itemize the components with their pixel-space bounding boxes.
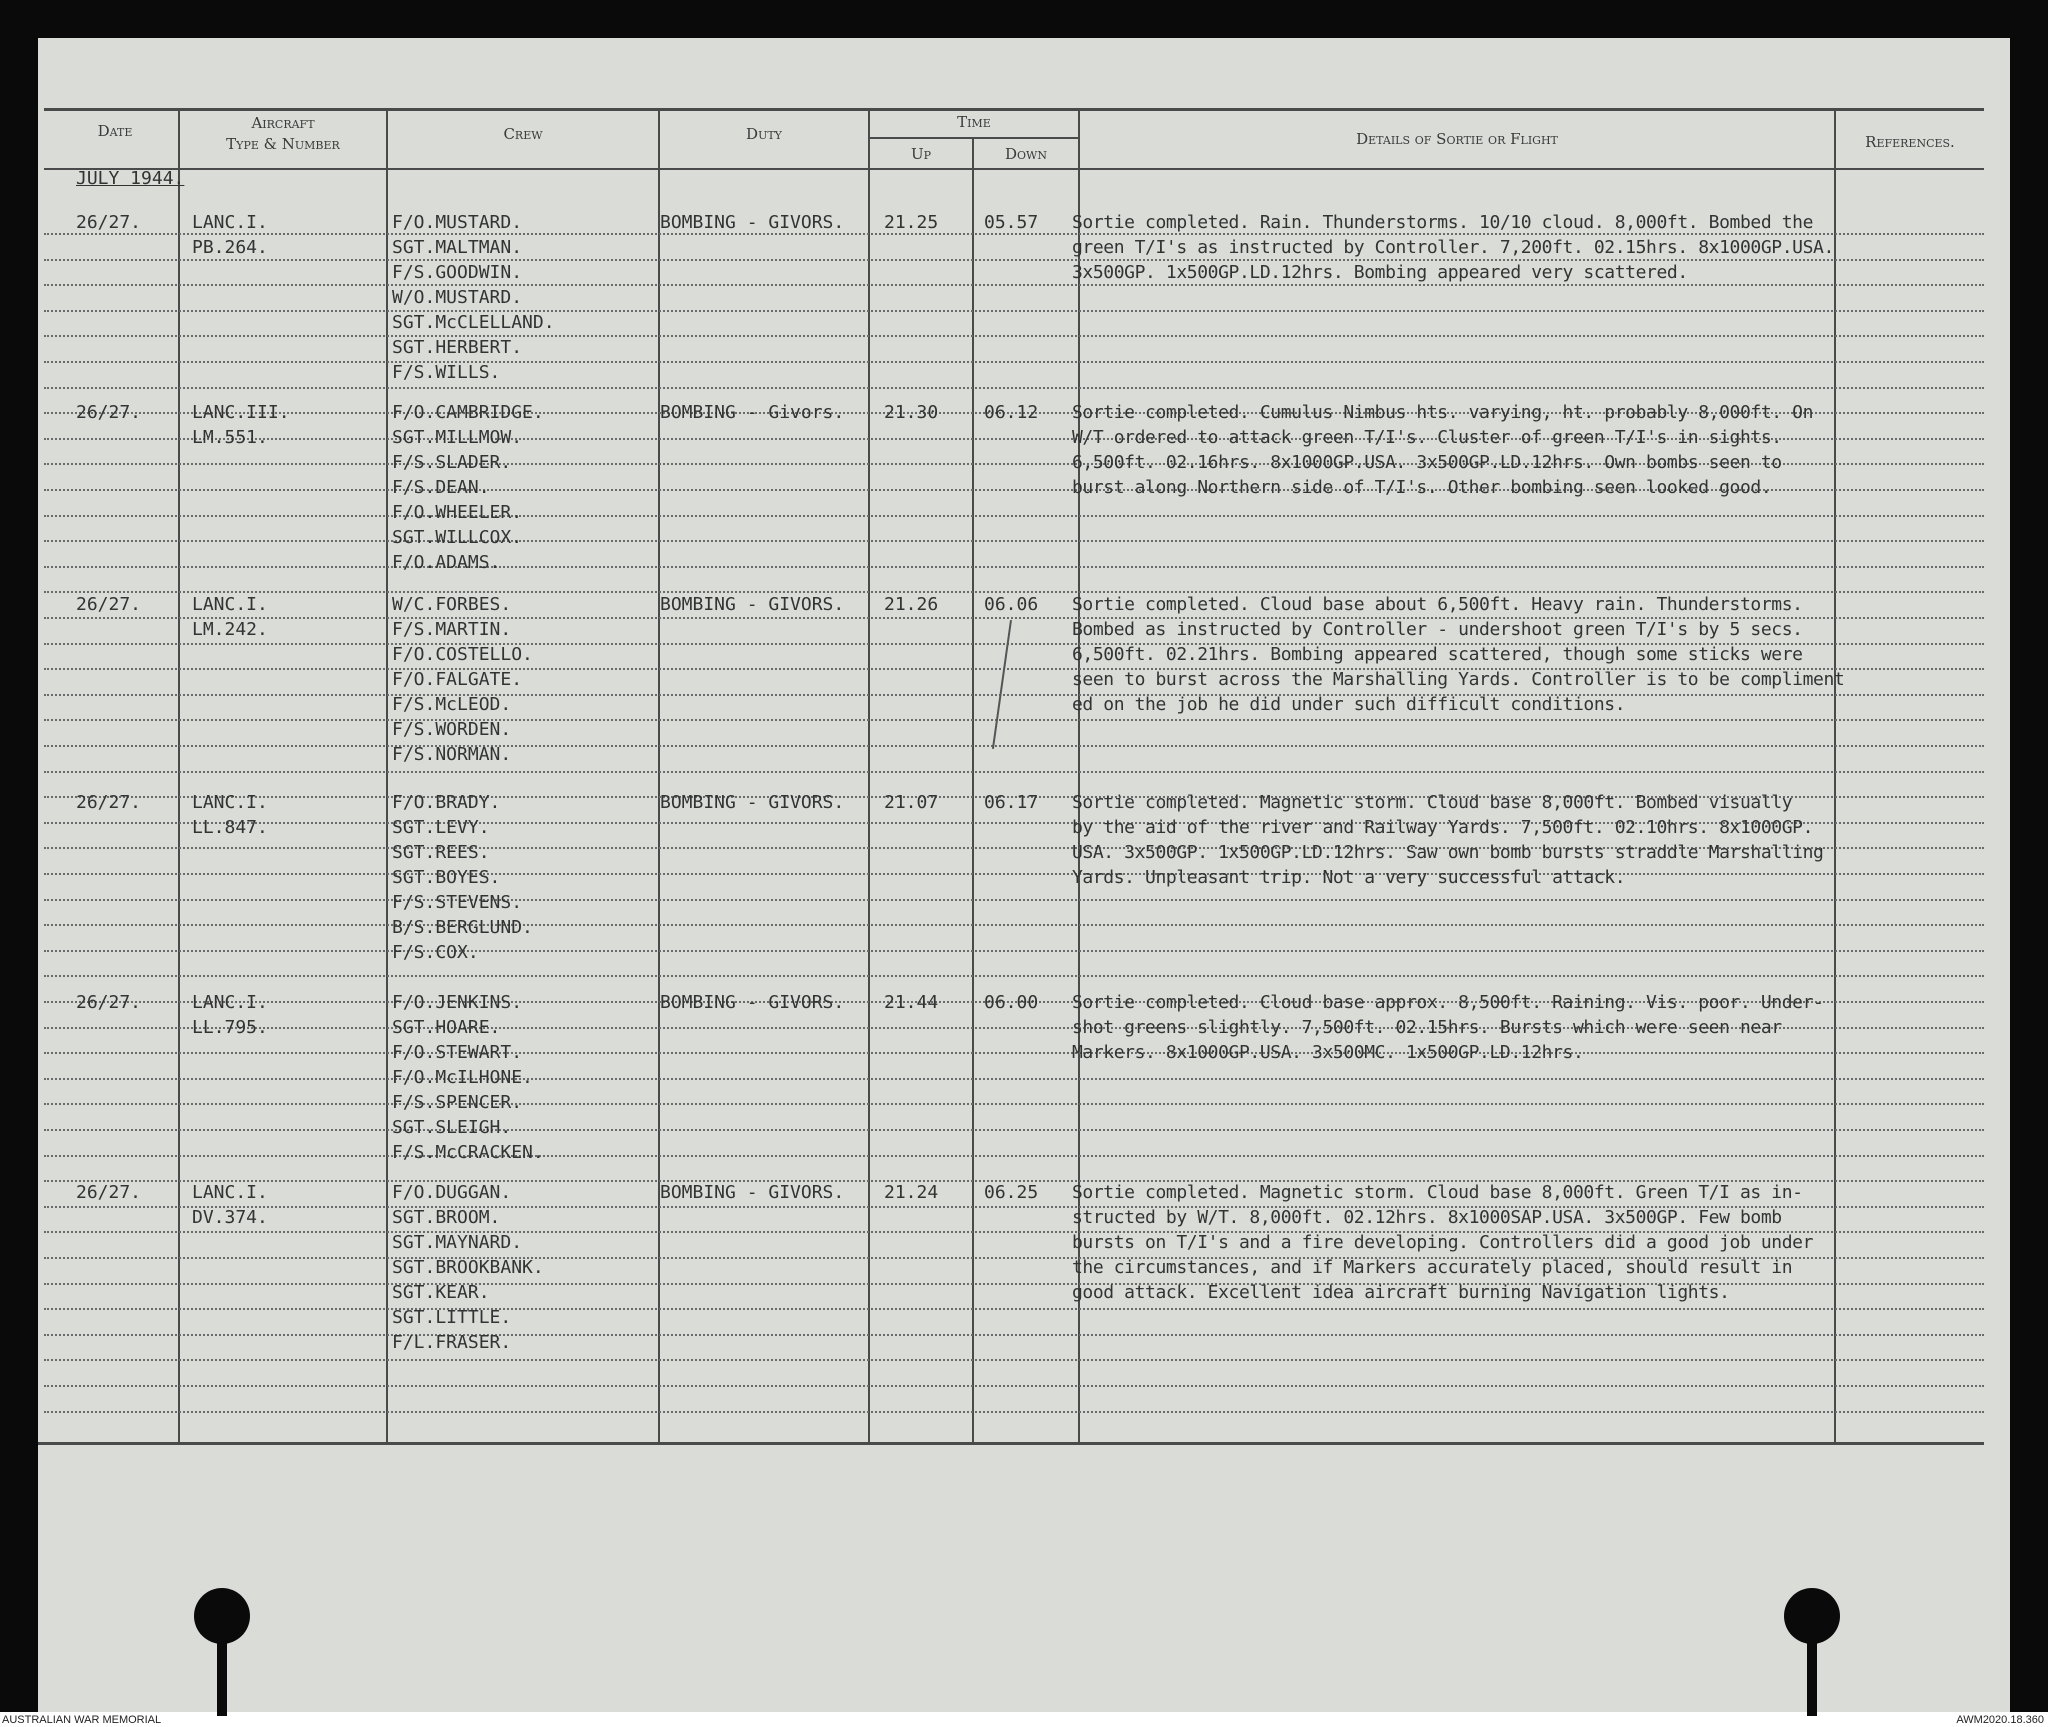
record-sheet bbox=[38, 38, 2010, 1712]
ruled-line bbox=[44, 924, 1984, 926]
sortie-details-line: W/T ordered to attack green T/I's. Cluster of green T/I's in sights. bbox=[1072, 427, 1782, 448]
ruled-line bbox=[44, 310, 1984, 312]
aircraft-line: LL.847. bbox=[192, 817, 268, 838]
crew-member: SGT.BROOKBANK. bbox=[392, 1257, 544, 1278]
sortie-details-line: Sortie completed. Cumulus Nimbus hts. varying, ht. probably 8,000ft. On bbox=[1072, 402, 1814, 423]
sortie-date: 26/27. bbox=[76, 212, 142, 233]
sortie-details-line: Sortie completed. Rain. Thunderstorms. 10/10 cloud. 8,000ft. Bombed the bbox=[1072, 212, 1814, 233]
crew-member: F/S.WORDEN. bbox=[392, 719, 512, 740]
crew-member: F/S.NORMAN. bbox=[392, 744, 512, 765]
ruled-line bbox=[44, 771, 1984, 773]
time-down: 06.06 bbox=[984, 594, 1039, 615]
sortie-details-line: USA. 3x500GP. 1x500GP.LD.12hrs. Saw own bomb bursts straddle Marshalling bbox=[1072, 842, 1824, 863]
time-down: 06.17 bbox=[984, 792, 1039, 813]
time-down: 06.25 bbox=[984, 1182, 1039, 1203]
col-divider-up bbox=[972, 138, 974, 1443]
ruled-line bbox=[44, 950, 1984, 952]
ruled-line bbox=[44, 1155, 1984, 1157]
time-up: 21.30 bbox=[884, 402, 939, 423]
header-date: Date bbox=[97, 122, 133, 140]
crew-member: F/S.SLADER. bbox=[392, 452, 512, 473]
ruled-line bbox=[44, 284, 1984, 286]
sortie-details-line: Markers. 8x1000GP.USA. 3x500MC. 1x500GP.LD.12hrs. bbox=[1072, 1042, 1584, 1063]
ruled-line bbox=[44, 1103, 1984, 1105]
ruled-line bbox=[44, 899, 1984, 901]
sortie-duty: BOMBING - GIVORS. bbox=[660, 992, 845, 1013]
ruled-line bbox=[44, 975, 1984, 977]
sortie-details-line: Sortie completed. Cloud base about 6,500ft. Heavy rain. Thunderstorms. bbox=[1072, 594, 1803, 615]
header-bottom-rule bbox=[44, 168, 1984, 170]
time-split-rule bbox=[870, 137, 1080, 139]
ruled-line bbox=[44, 1308, 1984, 1310]
sortie-duty: BOMBING - GIVORS. bbox=[660, 594, 845, 615]
ruled-line bbox=[44, 540, 1984, 542]
time-down: 06.00 bbox=[984, 992, 1039, 1013]
sortie-details-line: ed on the job he did under such difficult conditions. bbox=[1072, 694, 1626, 715]
sortie-details-line: Sortie completed. Magnetic storm. Cloud base 8,000ft. Green T/I as in- bbox=[1072, 1182, 1803, 1203]
ruled-line bbox=[44, 335, 1984, 337]
time-up: 21.07 bbox=[884, 792, 939, 813]
sortie-details-line: 6,500ft. 02.16hrs. 8x1000GP.USA. 3x500GP.LD.12hrs. Own bombs seen to bbox=[1072, 452, 1782, 473]
sortie-date: 26/27. bbox=[76, 792, 142, 813]
header-references: References. bbox=[1865, 133, 1955, 151]
time-up: 21.24 bbox=[884, 1182, 939, 1203]
sortie-date: 26/27. bbox=[76, 402, 142, 423]
sortie-details-line: green T/I's as instructed by Controller. 7,200ft. 02.15hrs. 8x1000GP.USA. bbox=[1072, 237, 1834, 258]
punch-hole-left-slot bbox=[217, 1630, 227, 1716]
header-aircraft-line2: Type & Number bbox=[226, 135, 340, 153]
crew-member: F/S.SPENCER. bbox=[392, 1092, 523, 1113]
sortie-duty: BOMBING - Givors. bbox=[660, 402, 845, 423]
header-crew: Crew bbox=[503, 125, 543, 143]
ruled-line bbox=[44, 694, 1984, 696]
sortie-details-line: the circumstances, and if Markers accurately placed, should result in bbox=[1072, 1257, 1793, 1278]
ruled-line bbox=[44, 566, 1984, 568]
crew-member: F/O.WHEELER. bbox=[392, 502, 523, 523]
aircraft-line: LANC.III. bbox=[192, 402, 290, 423]
sortie-details-line: by the aid of the river and Railway Yards. 7,500ft. 02.10hrs. 8x1000GP. bbox=[1072, 817, 1814, 838]
aircraft-line: LM.551. bbox=[192, 427, 268, 448]
crew-member: SGT.REES. bbox=[392, 842, 490, 863]
crew-member: F/O.STEWART. bbox=[392, 1042, 523, 1063]
time-up: 21.25 bbox=[884, 212, 939, 233]
crew-member: SGT.LITTLE. bbox=[392, 1307, 512, 1328]
crew-member: SGT.MAYNARD. bbox=[392, 1232, 523, 1253]
crew-member: F/O.COSTELLO. bbox=[392, 644, 533, 665]
crew-member: F/S.MARTIN. bbox=[392, 619, 512, 640]
aircraft-line: LANC.I. bbox=[192, 992, 268, 1013]
ruled-line bbox=[44, 745, 1984, 747]
crew-member: SGT.WILLCOX. bbox=[392, 527, 523, 548]
crew-member: F/S.McCRACKEN. bbox=[392, 1142, 544, 1163]
sortie-details-line: Bombed as instructed by Controller - undershoot green T/I's by 5 secs. bbox=[1072, 619, 1803, 640]
sortie-date: 26/27. bbox=[76, 594, 142, 615]
sortie-details-line: Sortie completed. Cloud base approx. 8,500ft. Raining. Vis. poor. Under- bbox=[1072, 992, 1824, 1013]
ruled-line bbox=[44, 1385, 1984, 1387]
sortie-details-line: 6,500ft. 02.21hrs. Bombing appeared scattered, though some sticks were bbox=[1072, 644, 1803, 665]
crew-member: F/O.DUGGAN. bbox=[392, 1182, 512, 1203]
time-down: 06.12 bbox=[984, 402, 1039, 423]
aircraft-line: LM.242. bbox=[192, 619, 268, 640]
header-top-rule bbox=[44, 108, 1984, 111]
aircraft-line: LANC.I. bbox=[192, 212, 268, 233]
crew-member: W/C.FORBES. bbox=[392, 594, 512, 615]
header-aircraft-line1: Aircraft bbox=[251, 114, 315, 132]
crew-member: SGT.KEAR. bbox=[392, 1282, 490, 1303]
header-details: Details of Sortie or Flight bbox=[1356, 130, 1558, 148]
header-time: Time bbox=[957, 113, 991, 131]
crew-member: SGT.SLEIGH. bbox=[392, 1117, 512, 1138]
header-duty: Duty bbox=[746, 125, 782, 143]
crew-member: F/S.McLEOD. bbox=[392, 694, 512, 715]
ruled-line bbox=[44, 719, 1984, 721]
sortie-details-line: seen to burst across the Marshalling Yards. Controller is to be compliment bbox=[1072, 669, 1845, 690]
month-label: JULY 1944. bbox=[76, 168, 185, 189]
ruled-line bbox=[44, 515, 1984, 517]
crew-member: SGT.HOARE. bbox=[392, 1017, 501, 1038]
crew-member: F/O.BRADY. bbox=[392, 792, 501, 813]
footer-reference-number: AWM2020.18.360 bbox=[1956, 1714, 2044, 1726]
sortie-details-line: shot greens slightly. 7,500ft. 02.15hrs. Bursts which were seen near bbox=[1072, 1017, 1782, 1038]
time-up: 21.44 bbox=[884, 992, 939, 1013]
table-bottom-rule bbox=[38, 1442, 1984, 1445]
crew-member: SGT.McCLELLAND. bbox=[392, 312, 555, 333]
crew-member: SGT.HERBERT. bbox=[392, 337, 523, 358]
sortie-details-line: bursts on T/I's and a fire developing. Controllers did a good job under bbox=[1072, 1232, 1814, 1253]
crew-member: SGT.BROOM. bbox=[392, 1207, 501, 1228]
header-down: Down bbox=[1005, 145, 1047, 163]
crew-member: F/S.GOODWIN. bbox=[392, 262, 523, 283]
ruled-line bbox=[44, 1411, 1984, 1413]
time-down: 05.57 bbox=[984, 212, 1039, 233]
crew-member: SGT.MALTMAN. bbox=[392, 237, 523, 258]
crew-member: F/O.FALGATE. bbox=[392, 669, 523, 690]
aircraft-line: LL.795. bbox=[192, 1017, 268, 1038]
aircraft-line: LANC.I. bbox=[192, 594, 268, 615]
sortie-details-line: 3x500GP. 1x500GP.LD.12hrs. Bombing appeared very scattered. bbox=[1072, 262, 1688, 283]
ruled-line bbox=[44, 1359, 1984, 1361]
sortie-duty: BOMBING - GIVORS. bbox=[660, 1182, 845, 1203]
crew-member: F/O.McILHONE. bbox=[392, 1067, 533, 1088]
crew-member: F/O.JENKINS. bbox=[392, 992, 523, 1013]
crew-member: F/O.ADAMS. bbox=[392, 552, 501, 573]
aircraft-line: LANC.I. bbox=[192, 792, 268, 813]
ruled-line bbox=[44, 1334, 1984, 1336]
aircraft-line: DV.374. bbox=[192, 1207, 268, 1228]
sortie-date: 26/27. bbox=[76, 1182, 142, 1203]
sortie-details-line: structed by W/T. 8,000ft. 02.12hrs. 8x1000SAP.USA. 3x500GP. Few bomb bbox=[1072, 1207, 1782, 1228]
crew-member: SGT.LEVY. bbox=[392, 817, 490, 838]
crew-member: SGT.BOYES. bbox=[392, 867, 501, 888]
crew-member: W/O.MUSTARD. bbox=[392, 287, 523, 308]
crew-member: B/S.BERGLUND. bbox=[392, 917, 533, 938]
crew-member: F/S.WILLS. bbox=[392, 362, 501, 383]
header-up: Up bbox=[910, 145, 932, 163]
sortie-details-line: burst along Northern side of T/I's. Other bombing seen looked good. bbox=[1072, 477, 1772, 498]
aircraft-line: LANC.I. bbox=[192, 1182, 268, 1203]
punch-hole-right-slot bbox=[1807, 1630, 1817, 1716]
ruled-line bbox=[44, 361, 1984, 363]
crew-member: F/O.CAMBRIDGE. bbox=[392, 402, 544, 423]
ruled-line bbox=[44, 873, 1984, 875]
time-up: 21.26 bbox=[884, 594, 939, 615]
ruled-line bbox=[44, 1129, 1984, 1131]
ruled-line bbox=[44, 1078, 1984, 1080]
ruled-line bbox=[44, 387, 1984, 389]
crew-member: SGT.MILLMOW. bbox=[392, 427, 523, 448]
sortie-details-line: good attack. Excellent idea aircraft burning Navigation lights. bbox=[1072, 1282, 1730, 1303]
sortie-details-line: Sortie completed. Magnetic storm. Cloud base 8,000ft. Bombed visually bbox=[1072, 792, 1793, 813]
crew-member: F/S.STEVENS. bbox=[392, 892, 523, 913]
aircraft-line: PB.264. bbox=[192, 237, 268, 258]
ruled-line bbox=[44, 1052, 1984, 1054]
sortie-details-line: Yards. Unpleasant trip. Not a very successful attack. bbox=[1072, 867, 1626, 888]
crew-member: F/L.FRASER. bbox=[392, 1332, 512, 1353]
crew-member: F/S.COX. bbox=[392, 942, 479, 963]
crew-member: F/S.DEAN. bbox=[392, 477, 490, 498]
footer-archive-name: AUSTRALIAN WAR MEMORIAL bbox=[2, 1714, 162, 1726]
sortie-date: 26/27. bbox=[76, 992, 142, 1013]
sortie-duty: BOMBING - GIVORS. bbox=[660, 792, 845, 813]
crew-member: F/O.MUSTARD. bbox=[392, 212, 523, 233]
sortie-duty: BOMBING - GIVORS. bbox=[660, 212, 845, 233]
